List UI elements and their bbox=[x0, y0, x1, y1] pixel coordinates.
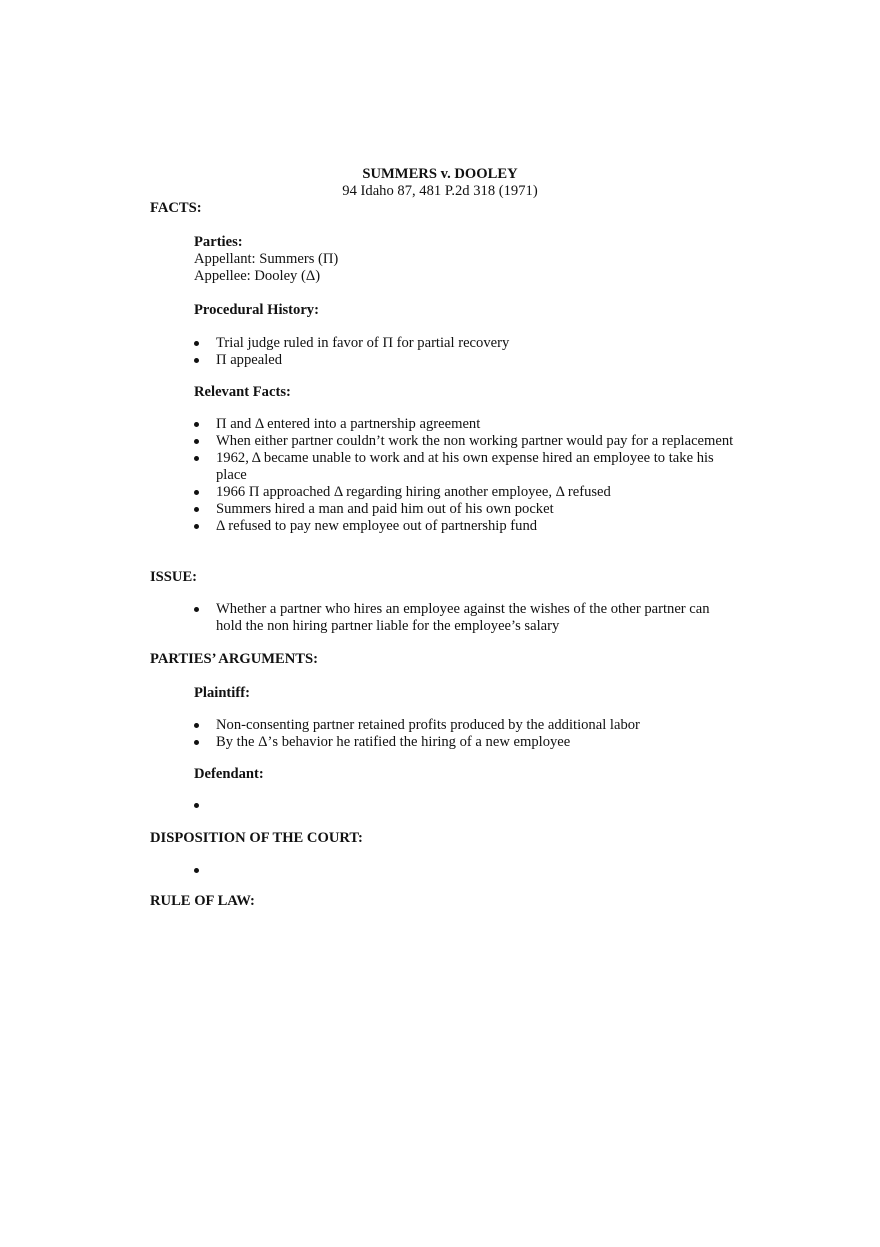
procedural-history-heading: Procedural History: bbox=[194, 302, 319, 318]
bullet-icon bbox=[194, 740, 199, 745]
bullet-icon bbox=[194, 803, 199, 808]
bullet-icon bbox=[194, 341, 199, 346]
arguments-heading: PARTIES’ ARGUMENTS: bbox=[150, 651, 319, 667]
procedural-history-list bbox=[194, 335, 734, 369]
list-item: Δ refused to pay new employee out of partnership fund bbox=[194, 518, 734, 535]
appellant-line: Appellant: Summers (Π) bbox=[194, 251, 339, 267]
bullet-icon bbox=[194, 490, 199, 495]
list-item: Π and Δ entered into a partnership agreement bbox=[194, 416, 734, 433]
list-item: When either partner couldn’t work the non working partner would pay for a replacement bbox=[194, 433, 734, 450]
bullet-icon bbox=[194, 507, 199, 512]
list-item: 1966 Π approached Δ regarding hiring another employee, Δ refused bbox=[194, 484, 734, 501]
bullet-icon bbox=[194, 607, 199, 612]
plaintiff-heading: Plaintiff: bbox=[194, 685, 250, 701]
list-item: 1962, Δ became unable to work and at his own expense hired an employee to take his place bbox=[194, 450, 734, 484]
list-item: Summers hired a man and paid him out of his own pocket bbox=[194, 501, 734, 518]
disposition-heading: DISPOSITION OF THE COURT: bbox=[150, 830, 363, 846]
relevant-facts-heading: Relevant Facts: bbox=[194, 384, 291, 400]
issue-list bbox=[194, 601, 734, 635]
relevant-facts-list bbox=[194, 416, 734, 535]
bullet-icon bbox=[194, 456, 199, 461]
bullet-icon bbox=[194, 422, 199, 427]
list-item: By the Δ’s behavior he ratified the hiring of a new employee bbox=[194, 734, 734, 751]
bullet-icon bbox=[194, 524, 199, 529]
plaintiff-list bbox=[194, 717, 734, 751]
list-item: Trial judge ruled in favor of Π for partial recovery bbox=[194, 335, 734, 352]
list-item: Whether a partner who hires an employee against the wishes of the other partner can hold the non hiring partner liable for the employee’s salary bbox=[194, 601, 734, 635]
bullet-icon bbox=[194, 358, 199, 363]
facts-heading: FACTS: bbox=[150, 200, 202, 216]
bullet-icon bbox=[194, 868, 199, 873]
case-citation: 94 Idaho 87, 481 P.2d 318 (1971) bbox=[342, 183, 538, 199]
list-item bbox=[194, 862, 734, 879]
list-item: Π appealed bbox=[194, 352, 734, 369]
issue-heading: ISSUE: bbox=[150, 569, 198, 585]
appellee-line: Appellee: Dooley (Δ) bbox=[194, 268, 321, 284]
bullet-icon bbox=[194, 723, 199, 728]
case-title: SUMMERS v. DOOLEY bbox=[362, 166, 518, 182]
rule-of-law-heading: RULE OF LAW: bbox=[150, 893, 255, 909]
list-item: Non-consenting partner retained profits produced by the additional labor bbox=[194, 717, 734, 734]
list-item bbox=[194, 797, 734, 814]
bullet-icon bbox=[194, 439, 199, 444]
defendant-list bbox=[194, 797, 734, 814]
disposition-list bbox=[194, 862, 734, 879]
parties-heading: Parties: bbox=[194, 234, 243, 250]
defendant-heading: Defendant: bbox=[194, 766, 264, 782]
